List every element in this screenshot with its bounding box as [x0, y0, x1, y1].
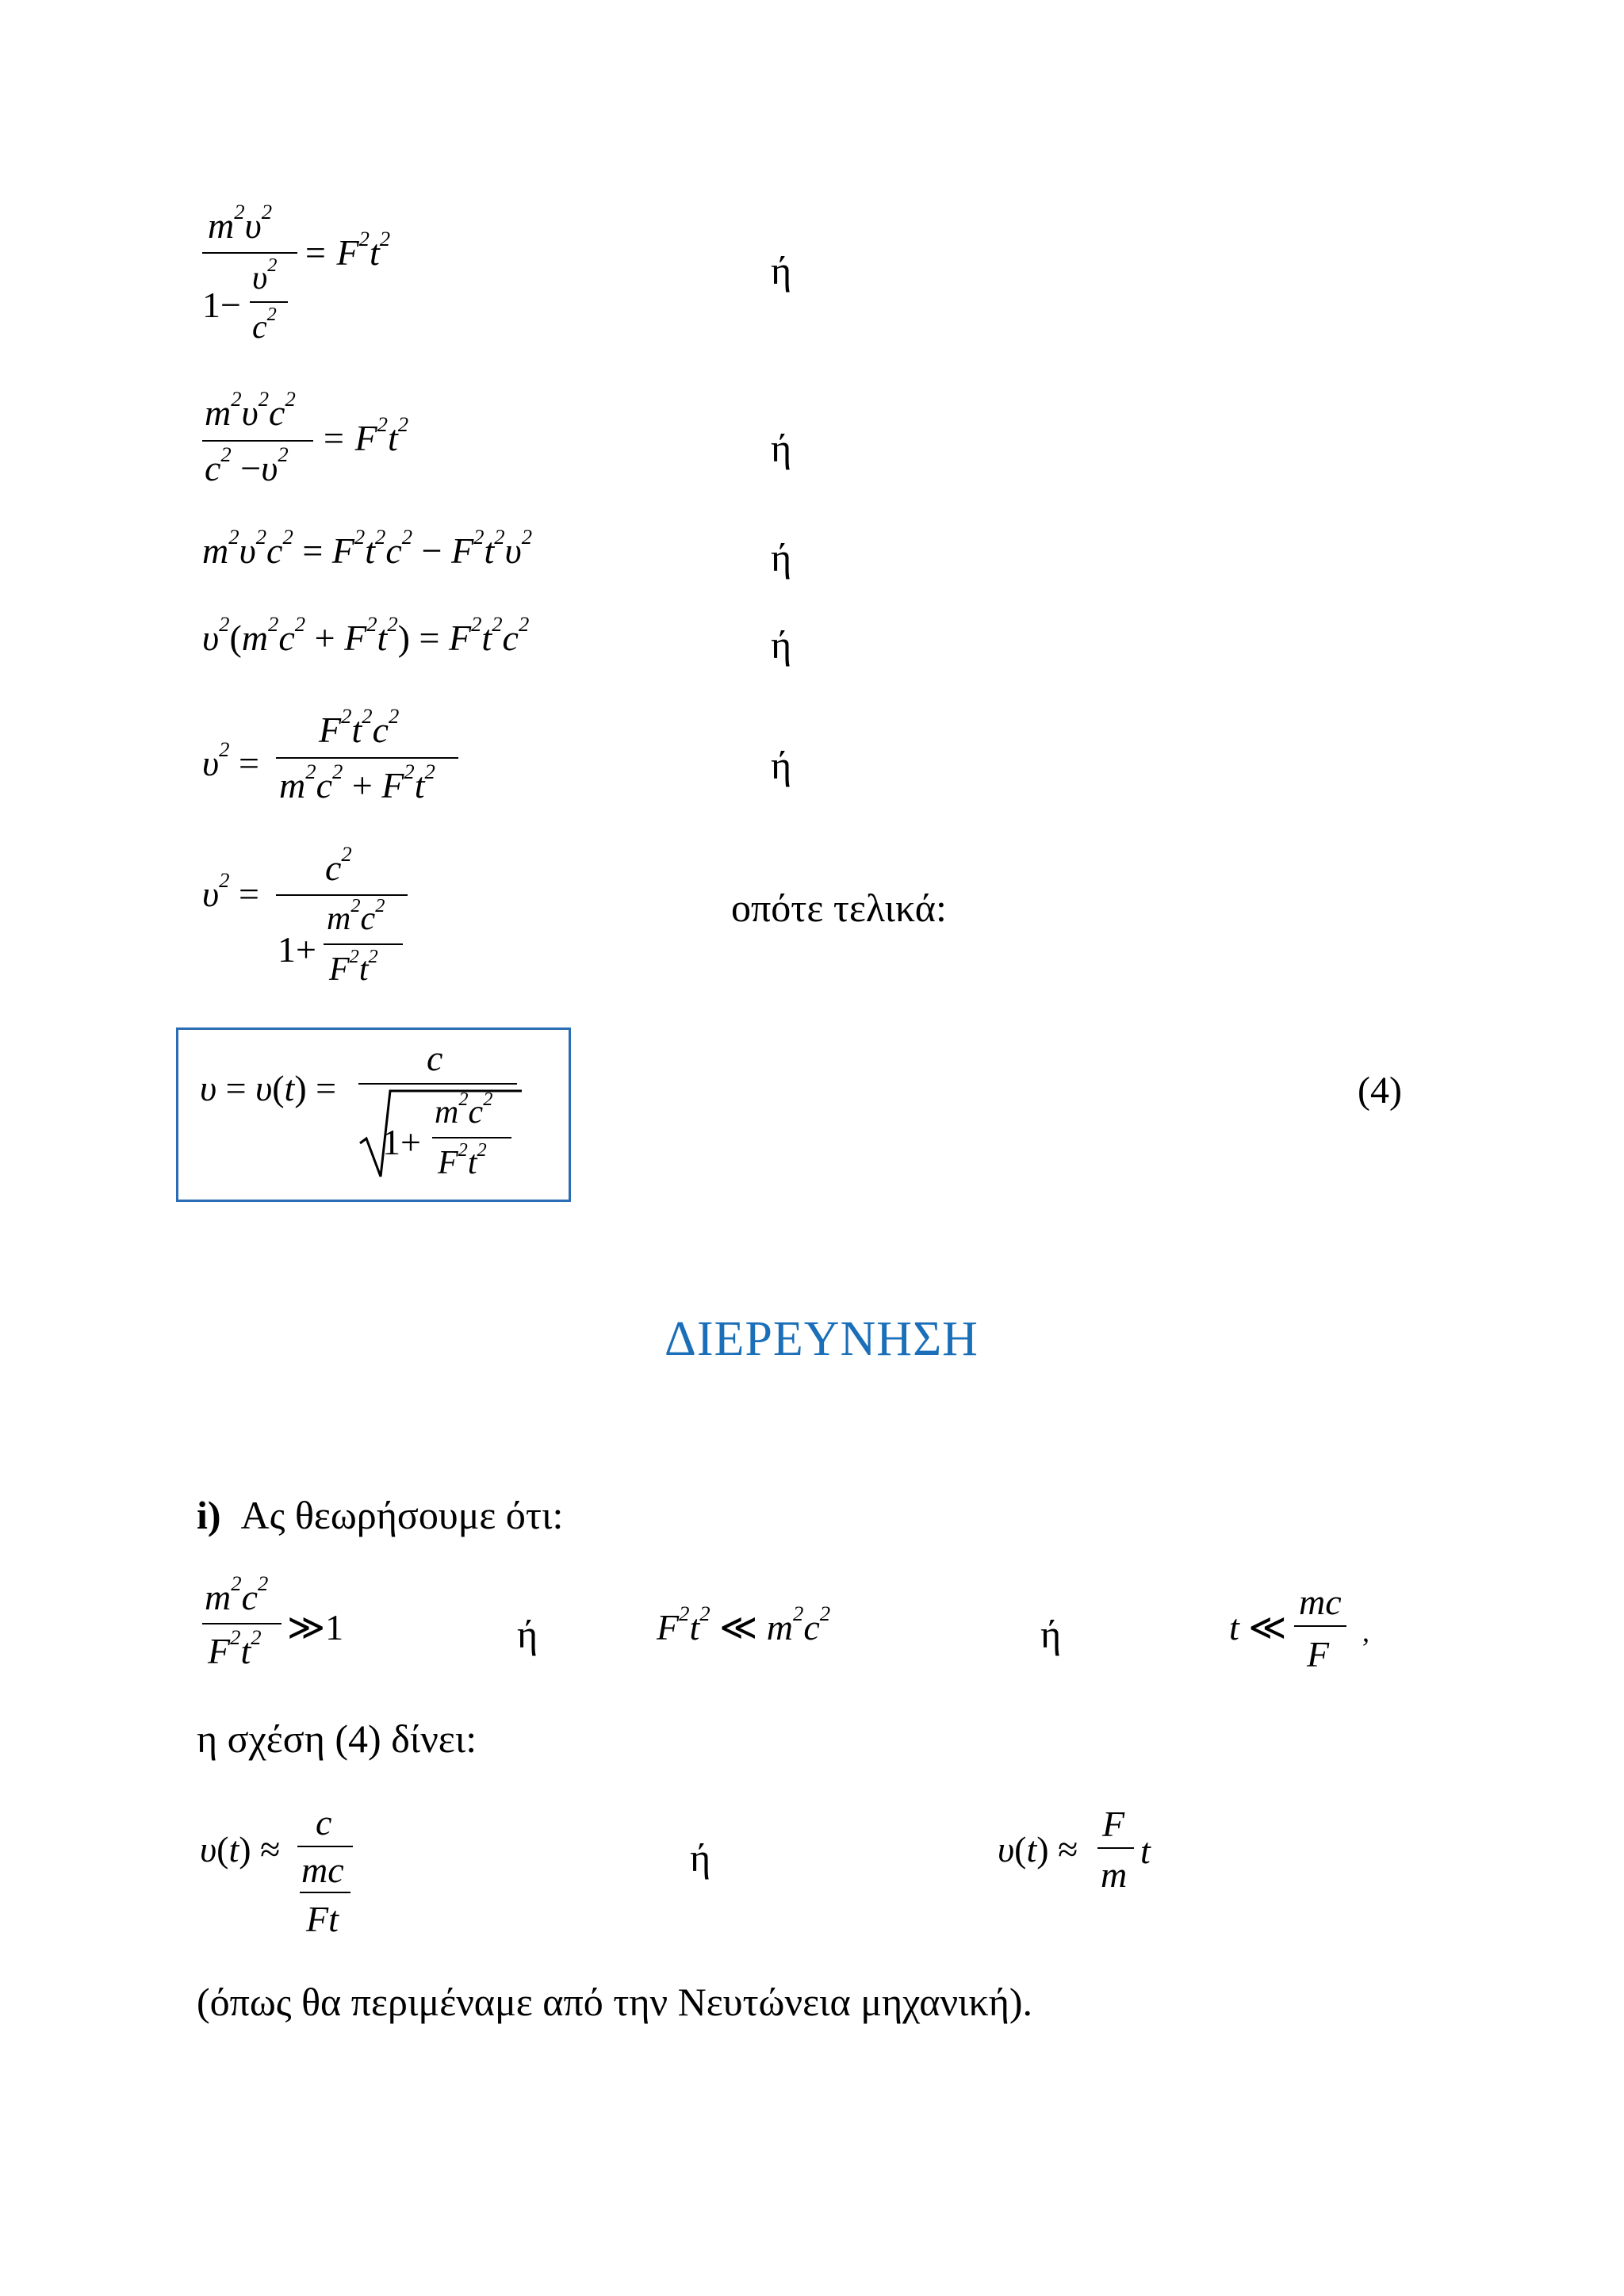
eq6-numerator: $c^2$ — [325, 842, 352, 888]
approx2-t: t — [1140, 1831, 1151, 1871]
case-i-line — [197, 1495, 563, 1535]
finally-text: οπότε τελικά: — [731, 886, 947, 930]
eq2-rhs: = $F^2t^2$ — [321, 412, 409, 458]
cond1-fraction-bar — [202, 1623, 282, 1624]
or-8: ή — [690, 1835, 711, 1880]
eq2-fraction-bar — [202, 440, 313, 442]
approx1-den-num: mc — [301, 1850, 344, 1890]
or-2: ή — [771, 426, 792, 470]
eq7-lhs: υ = υ(t) = — [200, 1068, 337, 1108]
or-1: ή — [771, 248, 792, 293]
cond1-relation: ≫1 — [287, 1607, 344, 1647]
conclusion-text: (όπως θα περιμέναμε από την Νευτώνεια μηχανική). — [197, 1980, 1033, 2024]
approx2-numerator: F — [1102, 1804, 1125, 1844]
eq1-rhs: = $F^2t^2$ — [303, 227, 391, 273]
gives-text: η σχέση (4) δίνει: — [197, 1716, 477, 1761]
case-intro: Ας θεωρήσουμε ότι: — [240, 1493, 564, 1537]
cond3-comma: , — [1362, 1616, 1369, 1647]
eq1-numerator: $m^2\upsilon^2$ — [208, 200, 273, 246]
eq7-rad-num: $m^2c^2$ — [435, 1089, 493, 1131]
eq1-inner-bar — [250, 301, 288, 303]
eq7-fraction-bar — [358, 1083, 517, 1085]
eq7-inner-bar — [432, 1137, 511, 1138]
approx1-den-den: Ft — [306, 1899, 339, 1939]
eq1-den-one: 1− — [202, 285, 241, 325]
cond3-lhs: t ≪ — [1229, 1607, 1287, 1647]
approx1-fraction-bar — [297, 1846, 353, 1847]
section-title: ΔΙΕΡΕΥΝΗΣΗ — [665, 1312, 979, 1366]
or-3: ή — [771, 535, 792, 580]
eq2-denominator: $c^2 -\upsilon^2$ — [205, 442, 289, 488]
eq1-den-num: $\upsilon^2$ — [252, 254, 278, 297]
approx2-fraction-bar — [1097, 1847, 1134, 1849]
eq6-den-one: 1+ — [278, 929, 316, 970]
eq7-rad-den: $F^2t^2$ — [438, 1139, 487, 1181]
cond3-denominator: F — [1307, 1634, 1330, 1674]
equation-4: $\upsilon^2(m^2c^2 + F^2t^2) = F^2t^2c^2$ — [202, 612, 530, 658]
approx1-numerator: c — [316, 1802, 332, 1843]
cond1-denominator: $F^2t^2$ — [208, 1625, 262, 1671]
or-4: ή — [771, 622, 792, 667]
or-6: ή — [517, 1612, 538, 1656]
cond3-numerator: mc — [1299, 1582, 1342, 1622]
equation-3: $m^2\upsilon^2c^2 = F^2t^2c^2 - F^2t^2\upsilon^2$ — [202, 525, 533, 571]
eq7-numerator: c — [427, 1038, 443, 1078]
approx1-inner-bar — [300, 1892, 350, 1893]
cond1-numerator: $m^2c^2$ — [205, 1571, 269, 1617]
eq2-numerator: $m^2\upsilon^2c^2$ — [205, 387, 296, 433]
approx2-denominator: m — [1101, 1854, 1128, 1895]
eq6-den-den: $F^2t^2$ — [329, 946, 378, 988]
case-label: i) — [197, 1493, 221, 1537]
approx2-lhs: υ(t) ≈ — [998, 1829, 1078, 1869]
eq6-den-num: $m^2c^2$ — [327, 895, 385, 937]
equation-number: (4) — [1358, 1070, 1402, 1112]
eq6-fraction-bar — [276, 894, 408, 896]
eq5-lhs: $\upsilon^2$ = — [202, 737, 259, 783]
eq1-den-den: $c^2$ — [252, 304, 277, 346]
eq6-inner-bar — [324, 943, 403, 945]
eq7-rad-one: 1+ — [382, 1122, 421, 1162]
eq5-numerator: $F^2t^2c^2$ — [319, 704, 400, 750]
eq5-fraction-bar — [276, 757, 458, 759]
condition-2: $F^2t^2$ ≪ $m^2c^2$ — [657, 1601, 831, 1647]
eq6-lhs: $\upsilon^2$ = — [202, 868, 259, 914]
or-5: ή — [771, 743, 792, 787]
approx1-lhs: υ(t) ≈ — [200, 1829, 281, 1869]
or-7: ή — [1040, 1612, 1062, 1656]
eq1-fraction-bar — [202, 252, 297, 254]
eq5-denominator: $m^2c^2 + F^2t^2$ — [279, 760, 435, 806]
cond3-fraction-bar — [1294, 1625, 1346, 1627]
